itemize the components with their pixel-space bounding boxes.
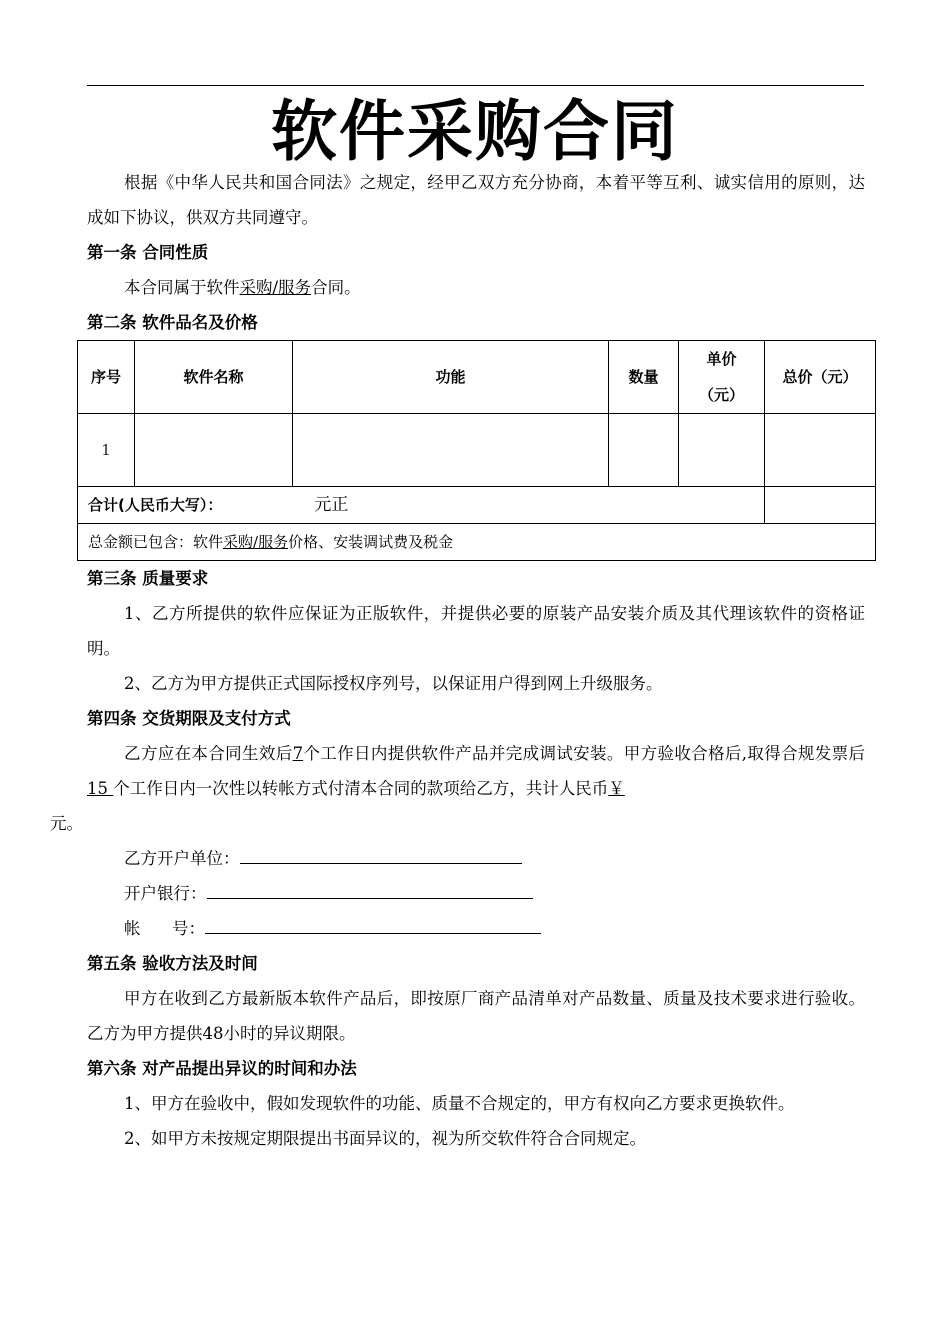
header-function: 功能	[293, 341, 609, 414]
bank-label: 开户银行：	[124, 884, 207, 903]
header-seq: 序号	[78, 341, 135, 414]
article-1-text	[87, 270, 865, 305]
article-4-heading: 第四条 交货期限及支付方式	[87, 709, 291, 728]
article-6-item-1: 1、甲方在验收中，假如发现软件的功能、质量不合规定的，甲方有权向乙方要求更换软件。	[124, 1094, 795, 1113]
payee-label: 乙方开户单位：	[124, 849, 240, 868]
header-unit-price-line1: 单价	[706, 350, 737, 368]
article-4-t1: 乙方应在本合同生效后	[124, 744, 293, 763]
bank-blank[interactable]	[207, 878, 533, 899]
article-1-text-post: 合同。	[311, 278, 361, 297]
article-6-item-2: 2、如甲方未按规定期限提出书面异议的，视为所交软件符合合同规定。	[124, 1129, 646, 1148]
payee-blank[interactable]	[240, 843, 522, 864]
sum-label-cell	[78, 487, 765, 524]
article-1-contract-type: 采购/服务	[239, 278, 312, 297]
header-unit-price	[679, 341, 765, 414]
cell-seq: 1	[78, 414, 135, 487]
article-5-heading: 第五条 验收方法及时间	[87, 954, 258, 973]
account-label: 帐 号：	[124, 919, 205, 938]
article-4-text	[50, 736, 866, 841]
article-4-t2: 个工作日内提供软件产品并完成调试安装。甲方验收合格后,取得合规发票后	[303, 744, 866, 763]
note-pre: 总金额已包含：软件	[88, 533, 224, 551]
sum-value-cell	[765, 487, 876, 524]
currency-symbol: ￥	[608, 779, 625, 798]
table-header-row	[78, 341, 876, 414]
table-note-row	[78, 524, 876, 561]
header-total: 总价（元）	[765, 341, 876, 414]
article-3-item-2: 2、乙方为甲方提供正式国际授权序列号，以保证用户得到网上升级服务。	[124, 674, 663, 693]
delivery-days: 7	[292, 744, 304, 763]
top-rule	[87, 85, 864, 86]
header-name: 软件名称	[135, 341, 293, 414]
note-contract-type: 采购/服务	[223, 533, 289, 551]
bank-line	[87, 876, 865, 911]
note-post: 价格、安装调试费及税金	[288, 533, 454, 551]
header-quantity: 数量	[609, 341, 679, 414]
article-4-t4: 元。	[50, 814, 83, 833]
preamble: 根据《中华人民共和国合同法》之规定，经甲乙双方充分协商，本着平等互利、诚实信用的原则，达成如下协议，供双方共同遵守。	[87, 173, 865, 227]
note-cell	[78, 524, 876, 561]
document-title: 软件采购合同	[271, 93, 679, 170]
cell-name	[135, 414, 293, 487]
article-2-heading: 第二条 软件品名及价格	[87, 313, 258, 332]
price-table	[77, 340, 876, 561]
payment-days: 15	[87, 779, 114, 798]
account-blank[interactable]	[205, 913, 541, 934]
header-unit-price-line2: （元）	[698, 386, 744, 404]
article-1-text-pre: 本合同属于软件	[124, 278, 240, 297]
article-3-heading: 第三条 质量要求	[87, 569, 209, 588]
sum-unit: 元正	[314, 495, 349, 515]
article-4-t3: 个工作日内一次性以转帐方式付清本合同的款项给乙方，共计人民币	[113, 779, 609, 798]
cell-function	[293, 414, 609, 487]
article-6-heading: 第六条 对产品提出异议的时间和办法	[87, 1059, 357, 1078]
cell-unit-price	[679, 414, 765, 487]
article-1-heading: 第一条 合同性质	[87, 243, 209, 262]
account-line	[87, 911, 865, 946]
cell-quantity	[609, 414, 679, 487]
sum-label: 合计(人民币大写）：	[88, 496, 223, 514]
contract-body	[50, 165, 866, 1156]
article-5-text: 甲方在收到乙方最新版本软件产品后，即按原厂商产品清单对产品数量、质量及技术要求进行验收。乙方为甲方提供48小时的异议期限。	[87, 989, 865, 1043]
cell-total	[765, 414, 876, 487]
table-row	[78, 414, 876, 487]
table-sum-row	[78, 487, 876, 524]
payee-line	[87, 841, 865, 876]
article-3-item-1: 1、乙方所提供的软件应保证为正版软件，并提供必要的原装产品安装介质及其代理该软件的资格证明。	[87, 604, 865, 658]
